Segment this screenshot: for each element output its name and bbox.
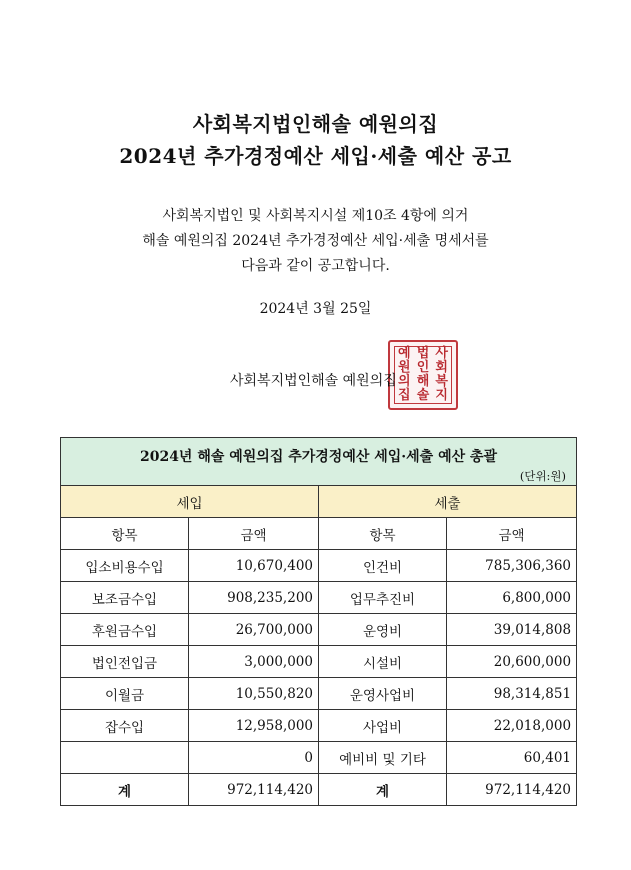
table-row [61, 582, 577, 614]
total-row [61, 774, 577, 806]
expense-amount: 22,018,000 [447, 710, 577, 742]
income-total-amount: 972,114,420 [189, 774, 319, 806]
expense-section-header: 세출 [319, 486, 577, 518]
expense-item: 사업비 [319, 710, 447, 742]
income-section-header: 세입 [61, 486, 319, 518]
seal-char: 예 [398, 346, 411, 361]
seal-char: 원 [398, 360, 411, 375]
body-line-3: 다음과 같이 공고합니다. [241, 258, 390, 274]
seal-column [417, 347, 430, 403]
expense-total-amount: 972,114,420 [447, 774, 577, 806]
announcement-date: 2024년 3월 25일 [259, 301, 372, 317]
income-amount: 26,700,000 [189, 614, 319, 646]
budget-summary-table [60, 437, 577, 806]
income-item: 보조금수입 [61, 582, 189, 614]
income-amount-column-header: 금액 [189, 518, 319, 550]
expense-item: 인건비 [319, 550, 447, 582]
expense-item: 시설비 [319, 646, 447, 678]
seal-char: 의 [398, 374, 411, 389]
seal-char: 인 [416, 360, 430, 375]
expense-item-column-header: 항목 [319, 518, 447, 550]
table-header-cell [61, 438, 577, 486]
expense-amount: 6,800,000 [447, 582, 577, 614]
income-amount: 908,235,200 [189, 582, 319, 614]
expense-item: 운영사업비 [319, 678, 447, 710]
seal-glyphs [394, 346, 452, 404]
income-amount: 12,958,000 [189, 710, 319, 742]
seal-char: 지 [435, 388, 448, 403]
income-item: 이월금 [61, 678, 189, 710]
table-row [61, 710, 577, 742]
table-row [61, 614, 577, 646]
expense-total-label: 계 [319, 774, 447, 806]
income-amount: 3,000,000 [189, 646, 319, 678]
official-seal-stamp [388, 340, 458, 410]
document-title: 사회복지법인해솔 예원의집 [192, 112, 439, 136]
income-item: 법인전입금 [61, 646, 189, 678]
seal-char: 솔 [416, 388, 430, 403]
income-amount: 10,670,400 [189, 550, 319, 582]
body-line-2: 해솔 예원의집 2024년 추가경정예산 세입·세출 명세서를 [142, 233, 489, 249]
seal-char: 해 [416, 374, 430, 389]
seal-char: 복 [435, 374, 448, 389]
income-amount: 0 [189, 742, 319, 774]
expense-item: 운영비 [319, 614, 447, 646]
income-item: 후원금수입 [61, 614, 189, 646]
income-item: 잡수입 [61, 710, 189, 742]
seal-char: 집 [398, 388, 411, 403]
body-line-1: 사회복지법인 및 사회복지시설 제10조 4항에 의거 [162, 208, 469, 224]
document-subtitle: 2024년 추가경정예산 세입·세출 예산 공고 [119, 144, 512, 168]
table-title: 2024년 해솔 예원의집 추가경정예산 세입·세출 예산 총괄 [139, 449, 498, 465]
seal-column [398, 347, 411, 403]
income-amount: 10,550,820 [189, 678, 319, 710]
table-row [61, 646, 577, 678]
seal-char: 회 [435, 360, 448, 375]
seal-char: 법 [416, 346, 430, 361]
seal-char: 사 [435, 346, 448, 361]
table-row [61, 678, 577, 710]
expense-item: 예비비 및 기타 [319, 742, 447, 774]
income-item: 입소비용수입 [61, 550, 189, 582]
expense-amount: 20,600,000 [447, 646, 577, 678]
expense-amount: 39,014,808 [447, 614, 577, 646]
table-row [61, 742, 577, 774]
income-item [61, 742, 189, 774]
expense-item: 업무추진비 [319, 582, 447, 614]
expense-amount: 98,314,851 [447, 678, 577, 710]
expense-amount: 785,306,360 [447, 550, 577, 582]
expense-amount: 60,401 [447, 742, 577, 774]
seal-column [435, 347, 448, 403]
expense-amount-column-header: 금액 [447, 518, 577, 550]
signature-organization: 사회복지법인해솔 예원의집 [230, 373, 397, 389]
income-item-column-header: 항목 [61, 518, 189, 550]
income-total-label: 계 [61, 774, 189, 806]
table-row [61, 550, 577, 582]
table-unit: (단위:원) [519, 469, 567, 483]
